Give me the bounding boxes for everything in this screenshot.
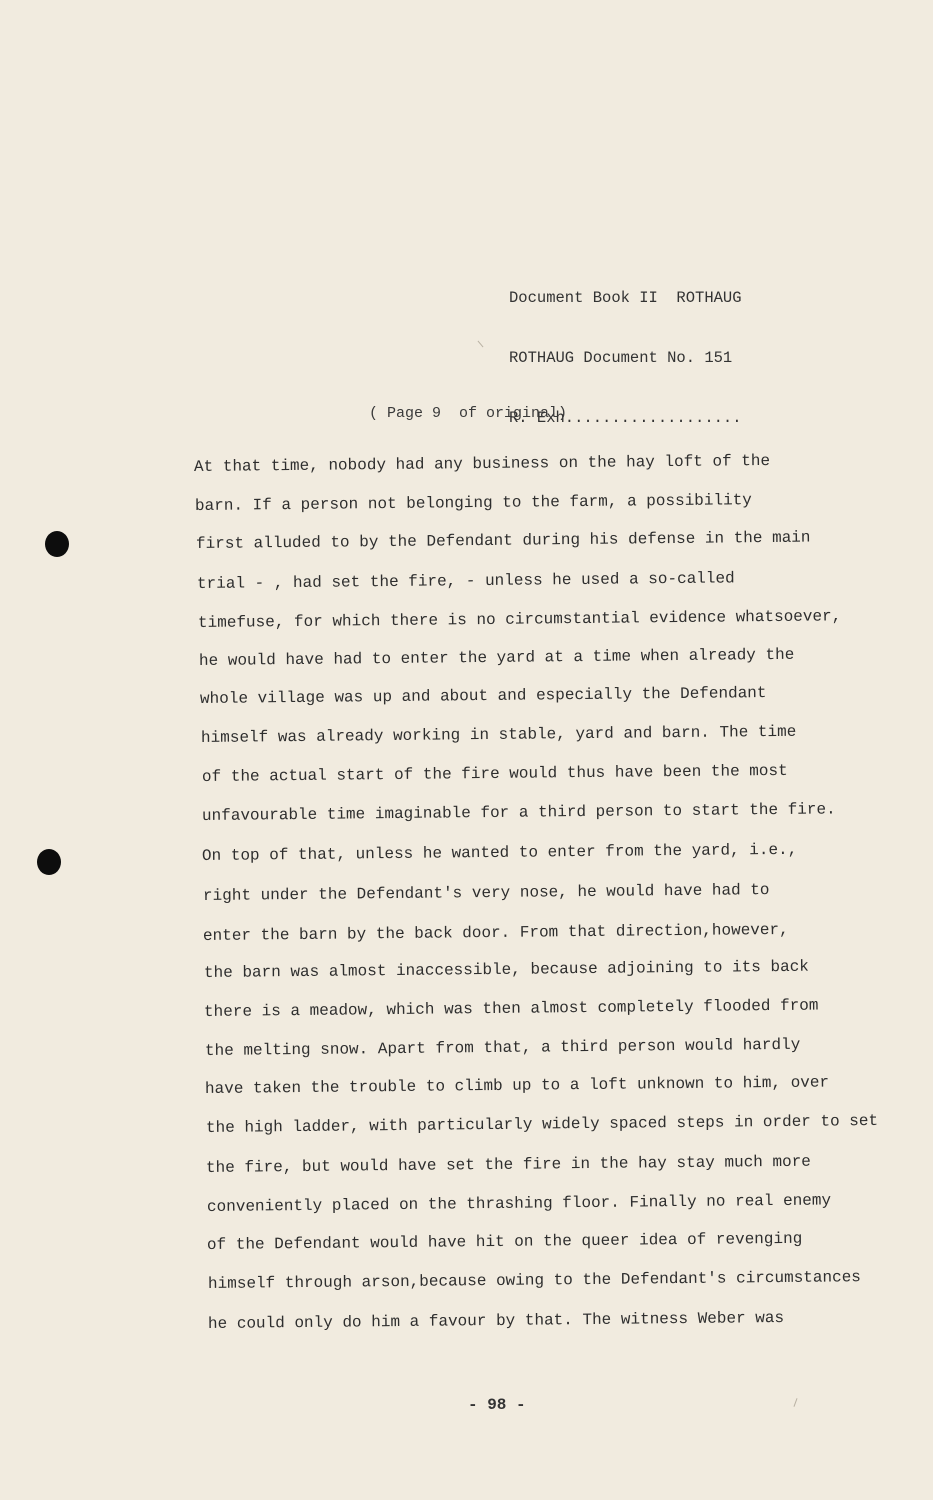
header-document-number: ROTHAUG Document No. 151	[509, 349, 733, 367]
page-number: - 98 -	[468, 1396, 526, 1414]
body-line: At that time, nobody had any business on the hay loft of the	[193, 451, 771, 476]
body-line: first alluded to by the Defendant during his defense in the main	[195, 528, 811, 553]
original-page-reference: ( Page 9 of original)	[369, 405, 568, 422]
body-line: the high ladder, with particularly widely spaced steps in order to set	[205, 1111, 879, 1137]
body-line: conveniently placed on the thrashing floor. Finally no real enemy	[206, 1191, 832, 1216]
body-line: On top of that, unless he wanted to enter from the yard, i.e.,	[201, 840, 798, 865]
body-line: enter the barn by the back door. From that direction,however,	[202, 920, 789, 945]
body-line: he could only do him a favour by that. The witness Weber was	[207, 1308, 785, 1333]
body-line: there is a meadow, which was then almost completely flooded from	[203, 996, 819, 1021]
body-line: the barn was almost inaccessible, because adjoining to its back	[203, 957, 809, 982]
body-line: unfavourable time imaginable for a third person to start the fire.	[201, 800, 836, 825]
body-line: have taken the trouble to climb up to a loft unknown to him, over	[204, 1073, 830, 1098]
body-line: himself was already working in stable, yard and barn. The time	[200, 722, 797, 747]
body-line: the melting snow. Apart from that, a third person would hardly	[204, 1035, 801, 1060]
body-line: barn. If a person not belonging to the farm, a possibility	[194, 491, 752, 515]
header-book-line: Document Book II ROTHAUG	[509, 289, 742, 307]
body-line: timefuse, for which there is no circumstantial evidence whatsoever,	[197, 607, 842, 632]
body-line: right under the Defendant's very nose, he would have had to	[202, 881, 770, 905]
body-line: whole village was up and about and especially the Defendant	[199, 684, 767, 708]
body-line: he would have had to enter the yard at a time when already the	[198, 645, 795, 670]
body-line: trial - , had set the fire, - unless he used a so-called	[196, 569, 735, 593]
body-line: of the actual start of the fire would thus have been the most	[201, 761, 788, 786]
body-line: the fire, but would have set the fire in the hay stay much more	[205, 1152, 811, 1177]
header-exhibit-line: R. Exh...................	[509, 409, 742, 427]
body-line: of the Defendant would have hit on the queer idea of revenging	[206, 1229, 803, 1254]
body-line: himself through arson,because owing to the Defendant's circumstances	[207, 1268, 861, 1293]
